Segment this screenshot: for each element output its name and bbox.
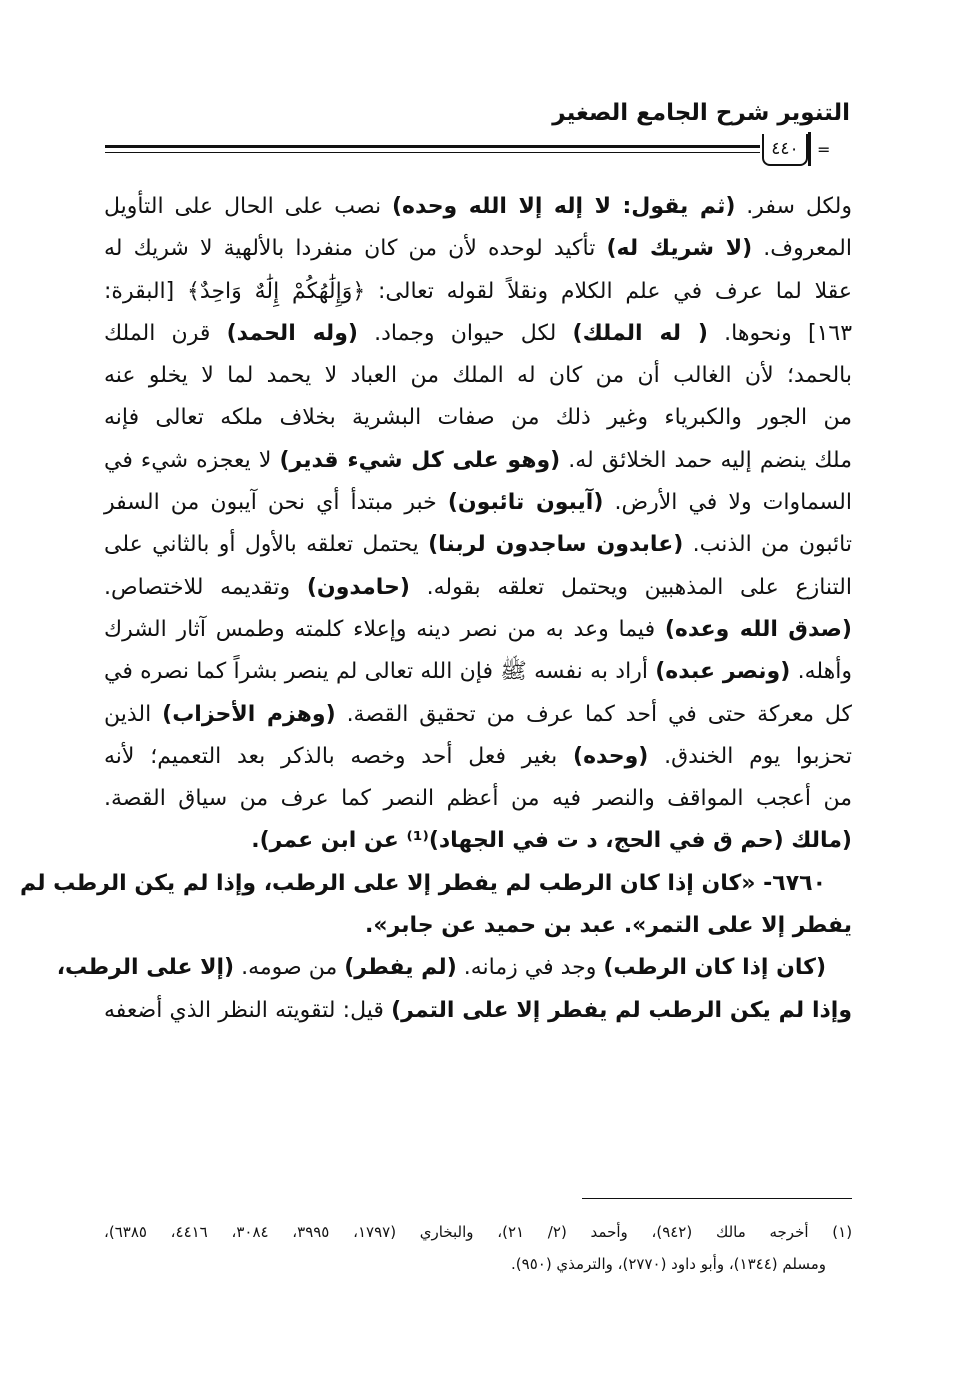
text-segment: كل معركة حتى في أحد كما عرف من تحقيق القصة.: [335, 701, 853, 727]
text-segment: يحتمل تعلقه بالأول أو بالثاني على: [104, 532, 429, 558]
text-segment: من أعجب المواقف والنصر فيه من أعظم النصر كما عرف من سياق القصة.: [104, 786, 852, 812]
text-segment: تحزبوا يوم الخندق.: [648, 743, 852, 769]
footnote-rule: [582, 1198, 852, 1199]
text-line: [104, 778, 852, 820]
bold-quote-segment: (كان إذا كان الرطب): [603, 955, 826, 981]
text-segment: التنازع على المذهبين ويحتمل تعلقه بقوله.: [409, 574, 852, 600]
bold-quote-segment: يفطر إلا على التمر». عبد بن حميد عن جابر».: [365, 913, 852, 939]
text-segment: قرن الملك: [104, 320, 227, 346]
text-segment: فيما وعد به من نصر دينه وإعلاء كلمته وطمس آثار الشرك: [104, 616, 665, 642]
footnotes: [104, 1216, 852, 1280]
bold-quote-segment: (لم يفطر): [344, 955, 457, 981]
text-line: [104, 905, 852, 947]
text-segment: المعروف.: [752, 236, 852, 262]
footnote-line: (١) أخرجه مالك (٩٤٢)، وأحمد (٢/ ٢١)، والبخاري (١٧٩٧، ٣٩٩٥، ٣٠٨٤، ٤٤١٦، ٦٣٨٥)،: [104, 1223, 853, 1241]
text-line: [56, 947, 852, 989]
text-segment: السماوات ولا في الأرض.: [603, 490, 852, 516]
text-segment: أراد به نفسه ﷺ فإن الله تعالى لم ينصر بشراً كما نصره في: [104, 659, 656, 685]
text-segment: ولكل سفر.: [735, 194, 852, 219]
page-number: ٤٤٠: [762, 134, 808, 166]
bold-quote-segment: (وهزم الأحزاب): [162, 701, 336, 727]
text-segment: من الجور والكبرياء وغير ذلك من صفات البشرية بخلاف ملكه تعالى فإنه: [104, 405, 852, 431]
text-segment: وجد في زمانه.: [456, 955, 604, 981]
text-line: [104, 186, 852, 228]
bold-quote-segment: (إلا على الرطب،: [56, 955, 235, 981]
text-line: [104, 313, 852, 355]
text-segment: خبر مبتدأ أي نحن آيبون من السفر: [104, 490, 448, 516]
text-line: [104, 271, 852, 313]
text-line: [104, 567, 852, 609]
text-line: [104, 524, 852, 566]
bold-quote-segment: (عابدون ساجدون لربنا): [428, 532, 684, 558]
text-line: [104, 440, 852, 482]
text-segment: لكل حيوان وجماد.: [357, 320, 573, 346]
text-segment: وأهله.: [790, 659, 852, 685]
text-line: [104, 736, 852, 778]
text-segment: وتقديمه للاختصاص.: [104, 574, 307, 600]
text-segment: لا يعجزه شيء في: [104, 447, 280, 473]
text-line: [104, 651, 852, 693]
text-line: [104, 694, 852, 736]
text-segment: بغير فعل أحد وخصه بالذكر بعد التعميم؛ لأنه: [104, 743, 574, 769]
text-line: [104, 990, 852, 1032]
bold-quote-segment: (حامدون): [306, 574, 410, 600]
running-header-title: التنوير شرح الجامع الصغير: [552, 100, 850, 126]
text-line: [104, 820, 852, 862]
text-line: [104, 397, 852, 439]
bold-quote-segment: ٦٧٦٠- «كان إذا كان الرطب لم يفطر إلا على الرطب، وإذا لم يكن الرطب لم: [19, 870, 826, 896]
bold-quote-segment: (وهو على كل شيء قدير): [279, 447, 561, 473]
main-text: [19, 186, 853, 1032]
bold-quote-segment: (وله الحمد): [226, 320, 358, 346]
text-segment: تائبون من الذنب.: [683, 532, 853, 558]
bold-quote-segment: (آيبون تائبون): [447, 490, 604, 516]
bold-quote-segment: (مالك (حم ق في الحج، د ت في الجهاد)⁽¹⁾ عن ابن عمر).: [251, 828, 852, 854]
text-segment: من صومه.: [234, 955, 345, 981]
page-number-bar: [808, 132, 811, 166]
text-segment: الذين: [104, 701, 163, 727]
text-line: [104, 609, 852, 651]
text-segment: تأكيد لوحده لأن من كان منفردا بالألهية لا شريك له: [104, 236, 607, 262]
text-line: [19, 863, 852, 905]
footnote-line: ومسلم (١٣٤٤)، وأبو داود (٢٧٧٠)، والترمذي (٩٥٠).: [511, 1255, 826, 1273]
text-line: [104, 482, 852, 524]
bold-quote-segment: وإذا لم يكن الرطب لم يفطر إلا على التمر): [391, 997, 853, 1023]
header-rule: [105, 145, 760, 148]
text-line: [104, 228, 852, 270]
text-segment: عقلا لما عرف في علم الكلام ونقلاً لقوله تعالى: ﴿وَإِلَٰهُكُمْ إِلَٰهٌ وَاحِدٌ﴾ [البقرة:: [104, 278, 852, 304]
page-number-ornament: =: [817, 140, 831, 159]
bold-quote-segment: (صدق الله وعده): [664, 616, 852, 642]
text-segment: ١٦٣] ونحوها.: [707, 320, 853, 346]
bold-quote-segment: ( له الملك): [572, 320, 708, 346]
bold-quote-segment: (لا شريك له): [606, 236, 753, 262]
text-segment: نصب على الحال على التأويل: [104, 194, 392, 219]
bold-quote-segment: (وحده): [573, 743, 649, 769]
bold-quote-segment: (ثم يقول: لا إله إلا الله وحده): [391, 194, 736, 219]
text-segment: بالحمد؛ لأن الغالب أن من كان له الملك من العباد لا يحمد لما لا يخلو عنه: [104, 363, 852, 389]
text-line: [104, 355, 852, 397]
bold-quote-segment: (ونصر عبده): [655, 659, 791, 685]
text-segment: ملك ينضم إليه حمد الخلائق له.: [560, 447, 852, 473]
header-rule-thin: [105, 152, 760, 153]
text-segment: قيل: لتقويته النظر الذي أضعفه: [104, 997, 392, 1023]
